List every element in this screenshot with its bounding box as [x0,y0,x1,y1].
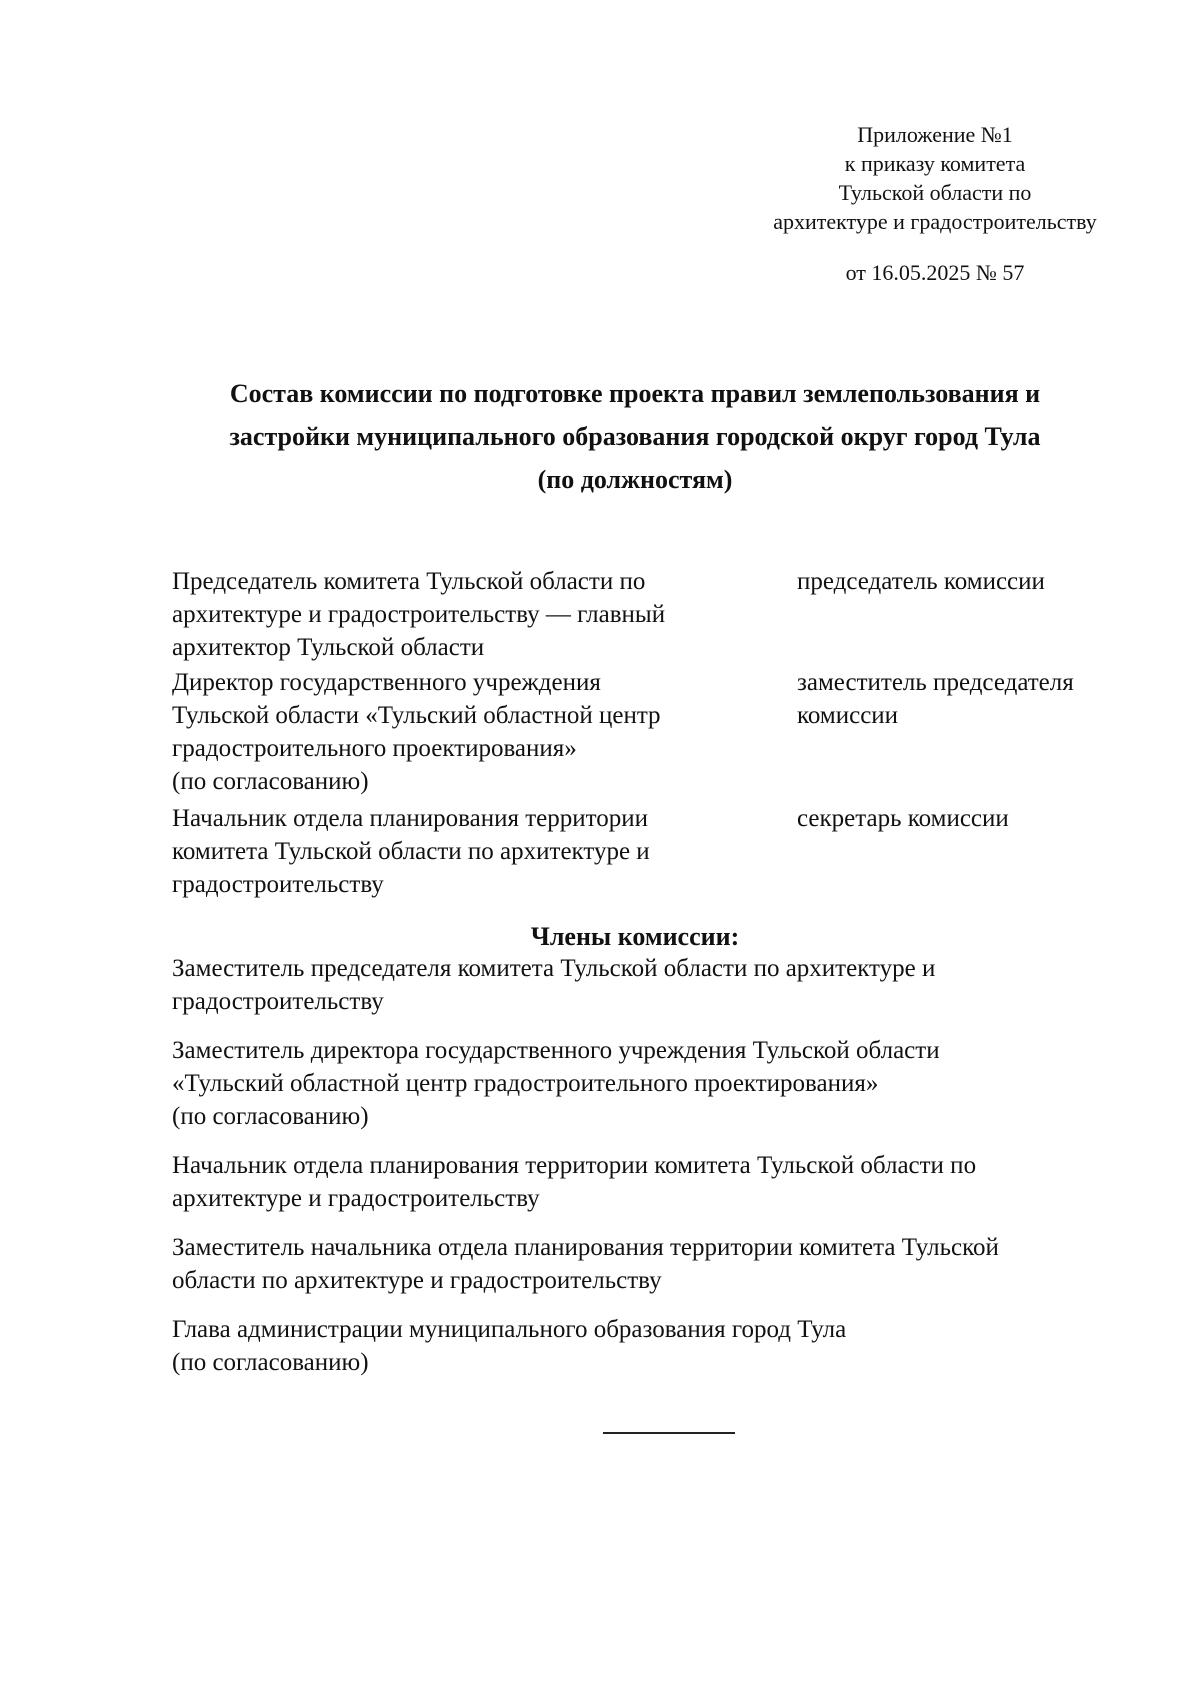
title-line: (по должностям) [537,465,733,494]
appendix-date: от 16.05.2025 № 57 [845,260,1025,285]
role-duty: заместитель председателя комиссии [797,669,1074,729]
role-row-deputy-chairman [172,666,1112,798]
role-position: Директор государственного учреждения Тульской области «Тульский областной центр градостроительного проектирования» (по согласованию) [172,669,661,795]
title-line: застройки муниципального образования городской округ город Тула [229,422,1041,451]
role-duty: секретарь комиссии [797,805,1009,832]
appendix-line: Приложение №1 [857,122,1013,147]
end-divider [603,1432,735,1434]
title-line: Состав комиссии по подготовке проекта правил землепользования и [229,379,1041,408]
role-duty: председатель комиссии [797,568,1045,595]
appendix-header [720,120,1150,287]
members-list [172,952,1152,1395]
role-position: Председатель комитета Тульской области по архитектуре и градостроительству — главный архитектор Тульской области [172,568,666,661]
commission-roles [172,565,1112,903]
member-item: Заместитель начальника отдела планирования территории комитета Тульской области по архитектуре и градостроительству [172,1234,999,1294]
member-item: Заместитель директора государственного учреждения Тульской области «Тульский областной центр градостроительного проектирования» (по согласованию) [172,1037,940,1130]
role-row-chairman [172,565,1112,664]
appendix-line: архитектуре и градостроительству [773,209,1097,234]
member-item: Начальник отдела планирования территории комитета Тульской области по архитектуре и градостроительству [172,1152,977,1212]
member-item: Глава администрации муниципального образования город Тула (по согласованию) [172,1316,847,1376]
appendix-line: к приказу комитета [844,151,1026,176]
document-title [130,372,1140,501]
role-position: Начальник отдела планирования территории комитета Тульской области по архитектуре и градостроительству [172,805,650,898]
member-item: Заместитель председателя комитета Тульской области по архитектуре и градостроительству [172,955,936,1015]
members-heading: Члены комиссии: [530,922,740,951]
appendix-line: Тульской области по [838,180,1032,205]
role-row-secretary [172,802,1112,901]
